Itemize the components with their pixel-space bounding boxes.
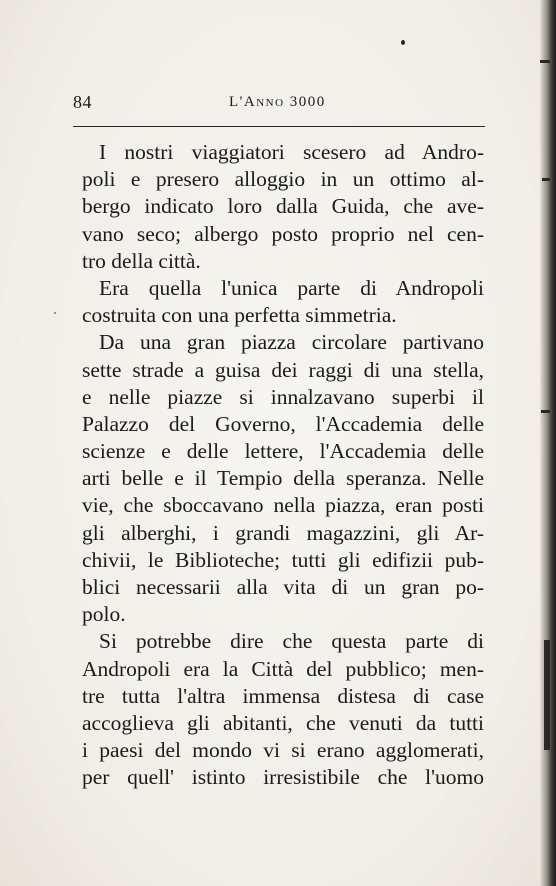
text-line: scienze e delle lettere, l'Accademia delle: [82, 439, 484, 464]
text-line: Era quella l'unica parte di Andropoli: [99, 275, 484, 300]
text-line: Da una gran piazza circolare partivano: [99, 330, 484, 355]
running-head: L'Anno 3000: [229, 94, 326, 110]
text-line: tre tutta l'altra immensa distesa di case: [82, 683, 484, 708]
text-line: I nostri viaggiatori scesero ad Andro-: [99, 140, 484, 164]
text-line: chivii, le Biblioteche; tutti gli edifizii pub-: [82, 547, 484, 572]
text-line: tro della città.: [82, 248, 201, 273]
text-line: poli e presero alloggio in un ottimo al-: [82, 167, 484, 192]
text-line: Palazzo del Governo, l'Accademia delle: [82, 411, 484, 436]
text-line: blici necessarii alla vita di un gran po-: [82, 575, 484, 599]
binding-mark: [544, 640, 550, 750]
text-line: vano seco; albergo posto proprio nel cen-: [82, 221, 484, 246]
text-line: costruita con una perfetta simmetria.: [82, 303, 397, 328]
header-rule: [73, 126, 485, 127]
text-line: vie, che sboccavano nella piazza, eran posti: [82, 493, 484, 518]
text-line: accoglieva gli abitanti, che venuti da tutti: [82, 710, 484, 735]
text-line: arti belle e il Tempio della speranza. Nelle: [82, 466, 484, 491]
ink-speck: [401, 40, 405, 45]
text-line: polo.: [82, 602, 126, 627]
text-line: Andropoli era la Città del pubblico; men-: [82, 656, 484, 681]
text-line: sette strade a guisa dei raggi di una stella,: [82, 357, 484, 382]
body-text: [82, 139, 484, 792]
binding-mark: [540, 60, 550, 63]
text-line: bergo indicato loro dalla Guida, che ave-: [82, 194, 484, 219]
text-line: Si potrebbe dire che questa parte di: [99, 629, 484, 654]
text-line: gli alberghi, i grandi magazzini, gli Ar-: [82, 520, 484, 545]
text-line: per quell' istinto irresistibile che l'uomo: [82, 765, 484, 790]
binding-edge: [540, 0, 556, 886]
binding-mark: [542, 178, 550, 181]
text-line: e nelle piazze si innalzavano superbi il: [82, 384, 484, 409]
page-header: [73, 92, 485, 116]
page-number: 84: [73, 92, 92, 112]
text-line: i paesi del mondo vi si erano agglomerati,: [82, 738, 484, 763]
ink-speck: [54, 312, 56, 314]
binding-mark: [541, 410, 550, 413]
